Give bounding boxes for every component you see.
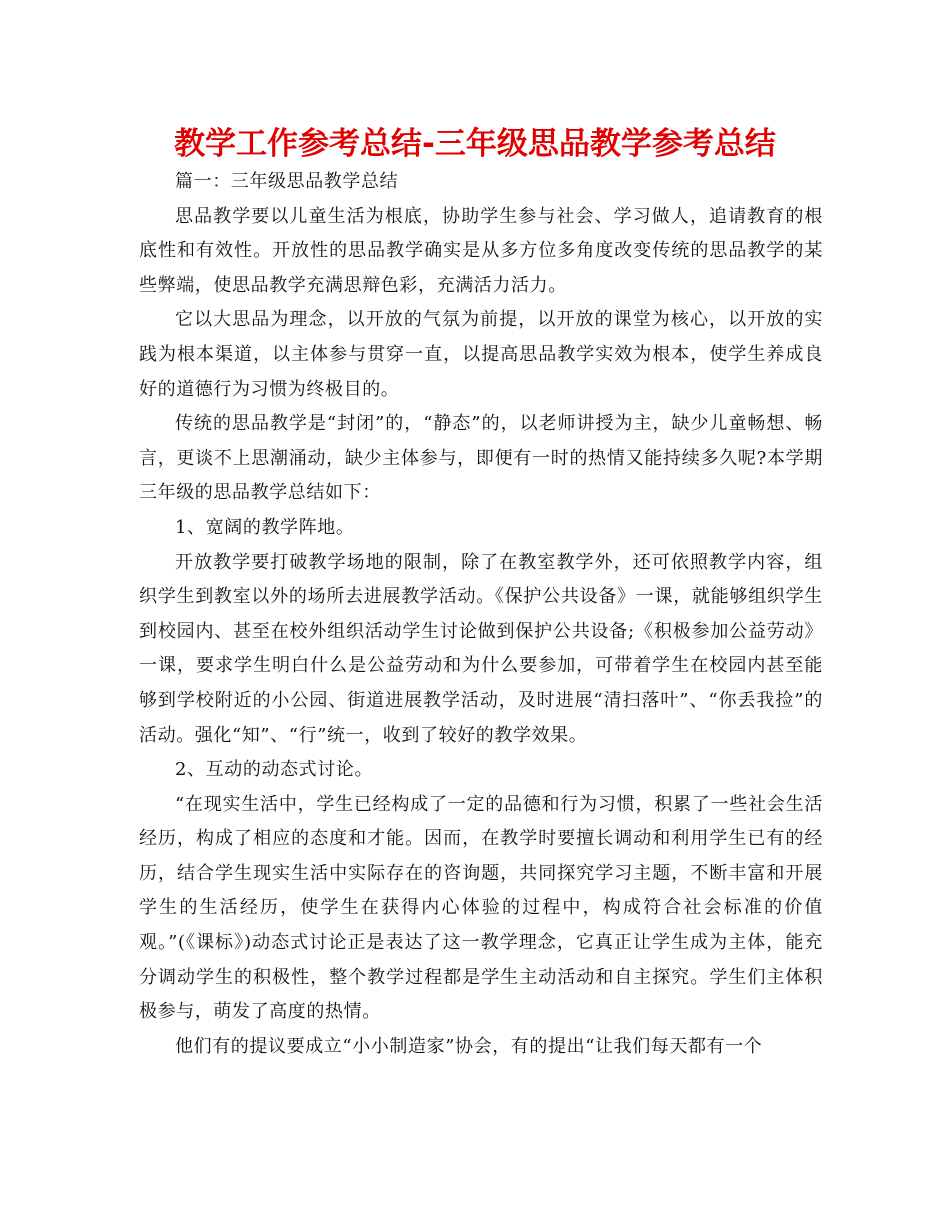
subsection-heading: 1、宽阔的教学阵地。 [175, 516, 355, 538]
paragraph: “在现实生活中，学生已经构成了一定的品德和行为习惯，积累了一些社会生活经历，构成了相应的态度和才能。因而，在教学时要擅长调动和利用学生已有的经历，结合学生现实生活中实际存在的咨询题，共同探究学习主题，不断丰富和开展学生的生活经历，使学生在获得内心体验的过程中，构成符合社会标准的价值观。”(《课标》)动态式讨论正是表达了这一教学理念，它真正让学生成为主体，能充分调动学生的积极性，整个教学过程都是学生主动活动和自主探究。学生们主体积极参与，萌发了高度的热情。 [139, 793, 823, 1023]
document-body [139, 165, 823, 1064]
document-title: 教学工作参考总结-三年级思品教学参考总结 [174, 126, 776, 162]
paragraph: 开放教学要打破教学场地的限制，除了在教室教学外，还可依照教学内容，组织学生到教室以外的场所去进展教学活动。《保护公共设备》一课，就能够组织学生到校园内、甚至在校外组织活动学生讨论做到保护公共设备;《积极参加公益劳动》一课，要求学生明白什么是公益劳动和为什么要参加，可带着学生在校园内甚至能够到学校附近的小公园、街道进展教学活动，及时进展“清扫落叶”、“你丢我捡”的活动。强化“知”、“行”统一，收到了较好的教学效果。 [139, 551, 823, 746]
subsection-heading: 2、互动的动态式讨论。 [175, 759, 374, 781]
section-heading: 篇一：三年级思品教学总结 [175, 171, 399, 192]
paragraph: 思品教学要以儿童生活为根底，协助学生参与社会、学习做人，追请教育的根底性和有效性。开放性的思品教学确实是从多方位多角度改变传统的思品教学的某些弊端，使思品教学充满思辩色彩，充满活力活力。 [139, 205, 823, 296]
paragraph: 它以大思品为理念，以开放的气氛为前提，以开放的课堂为核心，以开放的实践为根本渠道，以主体参与贯穿一直，以提高思品教学实效为根本，使学生养成良好的道德行为习惯为终极目的。 [139, 309, 823, 400]
paragraph: 传统的思品教学是“封闭”的，“静态”的，以老师讲授为主，缺少儿童畅想、畅言，更谈不上思潮涌动，缺少主体参与，即便有一时的热情又能持续多久呢?本学期三年级的思品教学总结如下： [139, 413, 823, 504]
paragraph: 他们有的提议要成立“小小制造家”协会，有的提出“让我们每天都有一个 [175, 1035, 763, 1057]
